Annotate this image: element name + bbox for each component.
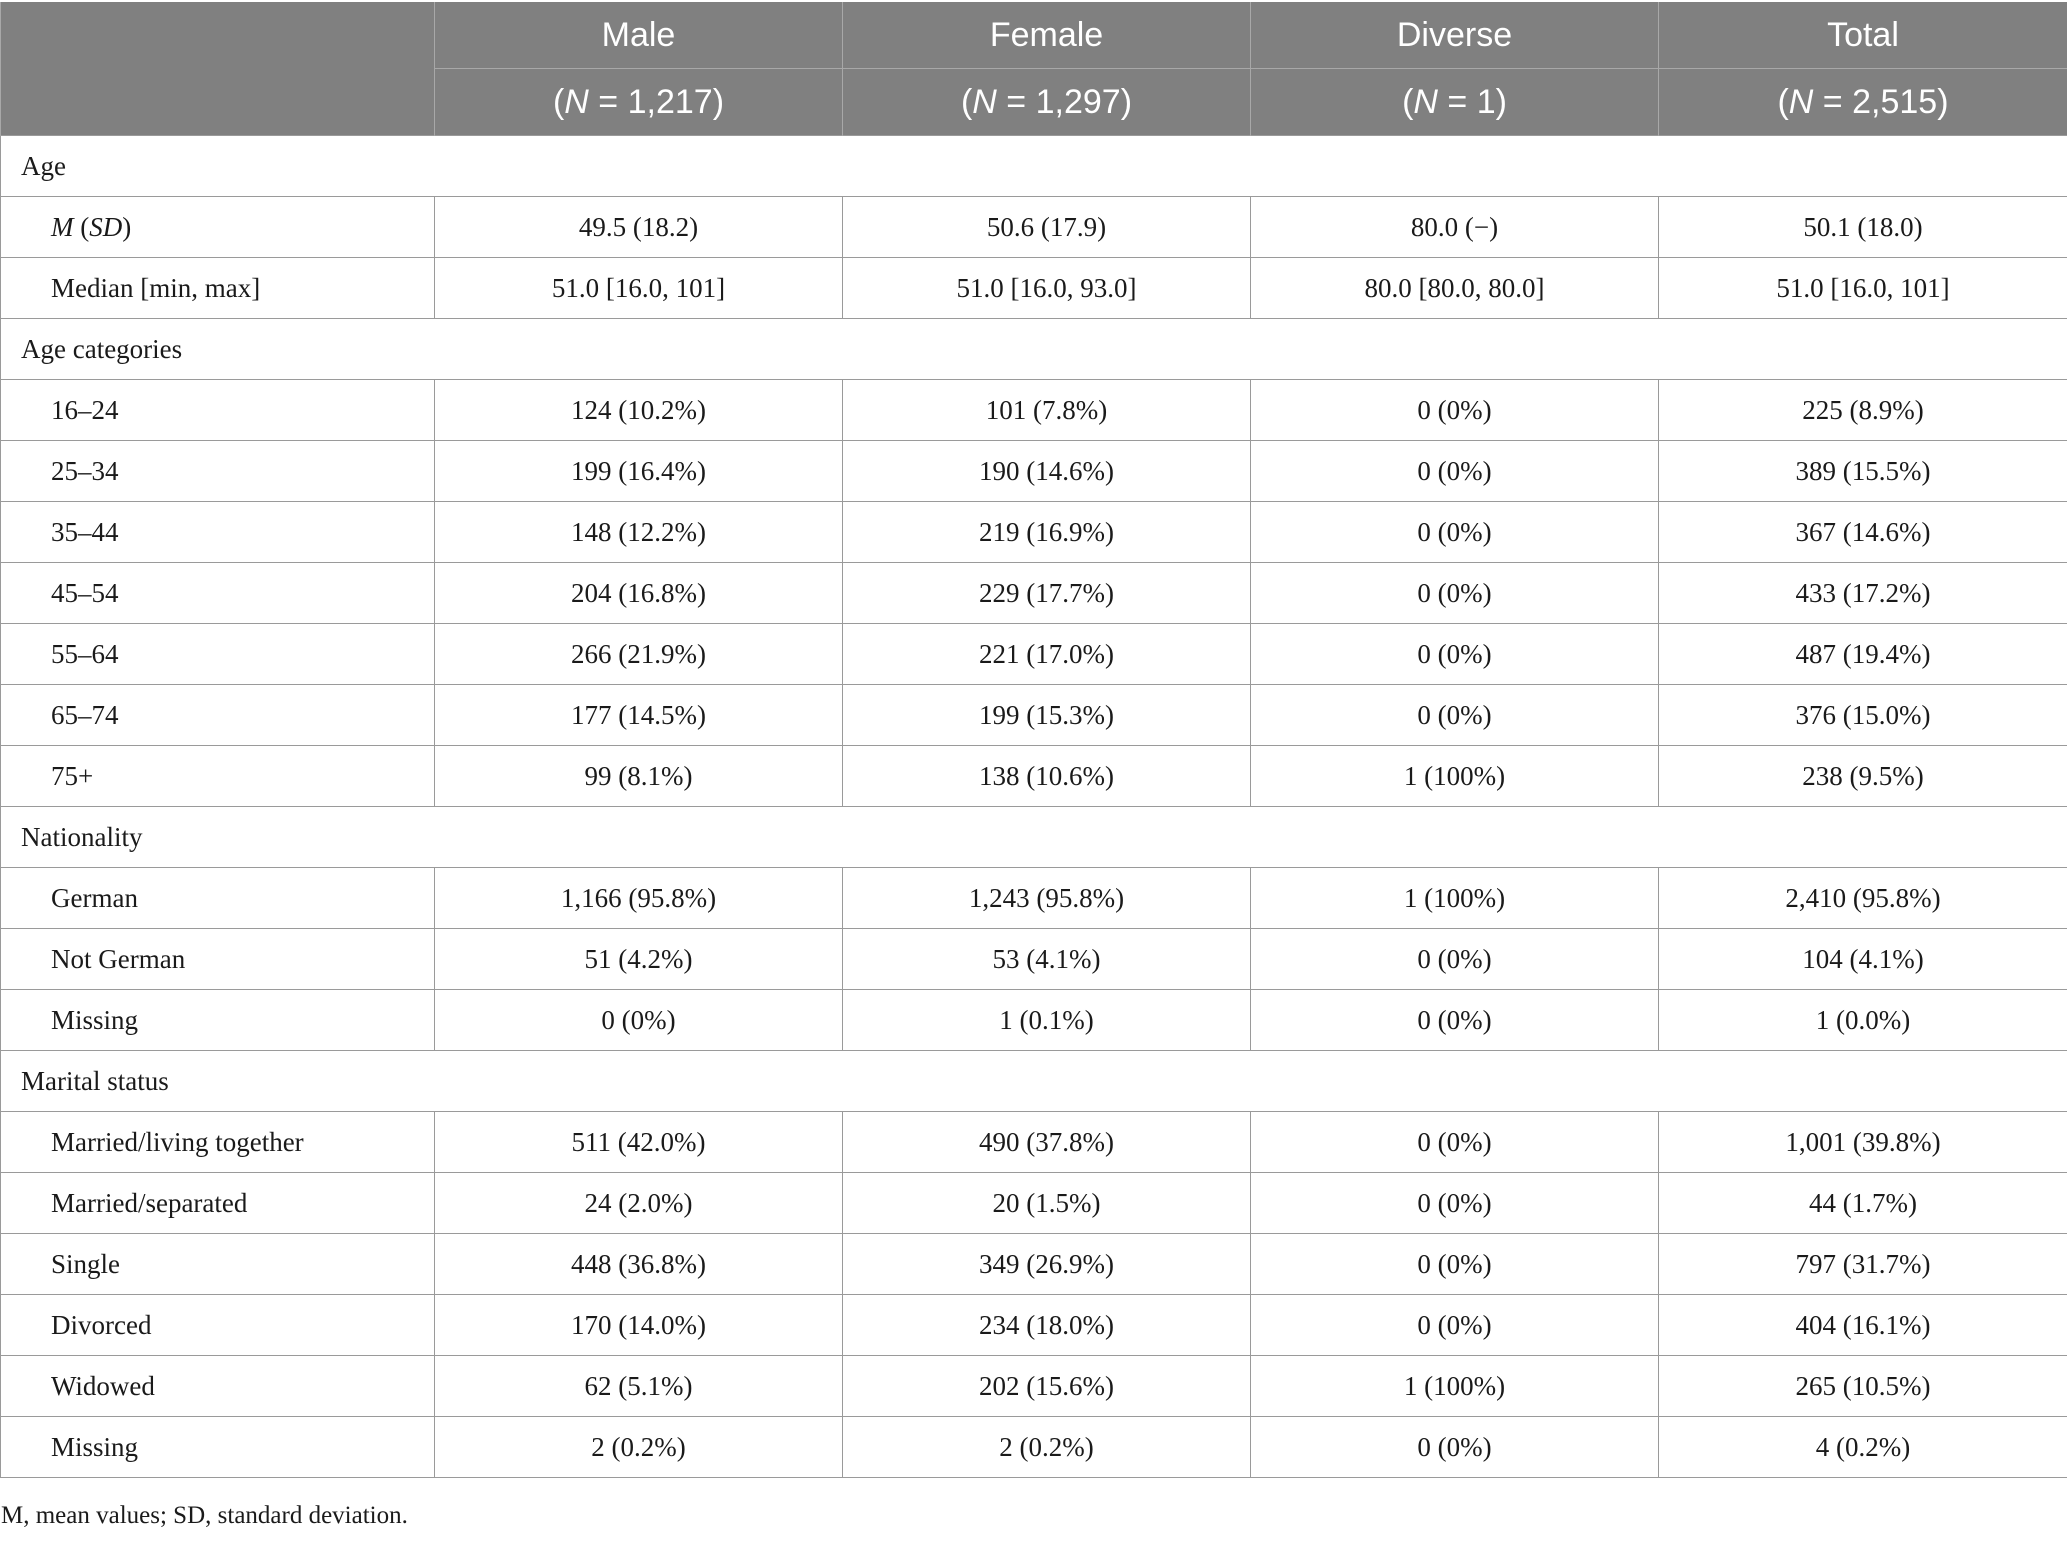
header-male-n: (N = 1,217) [435, 69, 843, 136]
table-row [1, 746, 2067, 807]
cell-male: 2 (0.2%) [435, 1417, 843, 1478]
table-row [1, 990, 2067, 1051]
header-female-n: (N = 1,297) [843, 69, 1251, 136]
section-title: Nationality [1, 807, 2067, 868]
cell-diverse: 1 (100%) [1251, 1356, 1659, 1417]
cell-diverse: 0 (0%) [1251, 380, 1659, 441]
row-label: Divorced [1, 1295, 435, 1356]
cell-diverse: 0 (0%) [1251, 1295, 1659, 1356]
cell-female: 490 (37.8%) [843, 1112, 1251, 1173]
header-corner-cell [1, 69, 435, 136]
cell-total: 1,001 (39.8%) [1659, 1112, 2067, 1173]
table-row [1, 1356, 2067, 1417]
cell-female: 50.6 (17.9) [843, 197, 1251, 258]
cell-female: 202 (15.6%) [843, 1356, 1251, 1417]
table-row [1, 868, 2067, 929]
table-row [1, 1173, 2067, 1234]
table-row [1, 380, 2067, 441]
cell-total: 797 (31.7%) [1659, 1234, 2067, 1295]
cell-male: 199 (16.4%) [435, 441, 843, 502]
section-title: Age [1, 136, 2067, 197]
row-label: 25–34 [1, 441, 435, 502]
table-row [1, 685, 2067, 746]
row-label: Married/living together [1, 1112, 435, 1173]
row-label: German [1, 868, 435, 929]
table-header [1, 2, 2067, 136]
cell-diverse: 1 (100%) [1251, 868, 1659, 929]
row-label: Widowed [1, 1356, 435, 1417]
cell-male: 204 (16.8%) [435, 563, 843, 624]
header-total-n: (N = 2,515) [1659, 69, 2067, 136]
cell-total: 104 (4.1%) [1659, 929, 2067, 990]
row-label: Not German [1, 929, 435, 990]
cell-diverse: 0 (0%) [1251, 624, 1659, 685]
cell-male: 511 (42.0%) [435, 1112, 843, 1173]
cell-male: 177 (14.5%) [435, 685, 843, 746]
cell-total: 367 (14.6%) [1659, 502, 2067, 563]
cell-female: 349 (26.9%) [843, 1234, 1251, 1295]
cell-total: 238 (9.5%) [1659, 746, 2067, 807]
table-body [1, 136, 2067, 1478]
header-corner-cell [1, 2, 435, 69]
cell-diverse: 0 (0%) [1251, 990, 1659, 1051]
cell-male: 0 (0%) [435, 990, 843, 1051]
row-label: 35–44 [1, 502, 435, 563]
row-label: Married/separated [1, 1173, 435, 1234]
table-row [1, 258, 2067, 319]
cell-male: 51.0 [16.0, 101] [435, 258, 843, 319]
table-row [1, 1295, 2067, 1356]
table-row [1, 502, 2067, 563]
section-row-marital-status [1, 1051, 2067, 1112]
table-row [1, 441, 2067, 502]
table-row [1, 929, 2067, 990]
cell-diverse: 0 (0%) [1251, 1234, 1659, 1295]
cell-female: 229 (17.7%) [843, 563, 1251, 624]
header-diverse-n: (N = 1) [1251, 69, 1659, 136]
cell-female: 1 (0.1%) [843, 990, 1251, 1051]
cell-diverse: 0 (0%) [1251, 1417, 1659, 1478]
cell-male: 51 (4.2%) [435, 929, 843, 990]
cell-diverse: 1 (100%) [1251, 746, 1659, 807]
cell-female: 20 (1.5%) [843, 1173, 1251, 1234]
cell-diverse: 0 (0%) [1251, 563, 1659, 624]
section-title: Age categories [1, 319, 2067, 380]
header-male: Male [435, 2, 843, 69]
header-female: Female [843, 2, 1251, 69]
row-label: 75+ [1, 746, 435, 807]
cell-diverse: 0 (0%) [1251, 929, 1659, 990]
row-label: 16–24 [1, 380, 435, 441]
row-label: 55–64 [1, 624, 435, 685]
section-title: Marital status [1, 1051, 2067, 1112]
cell-male: 170 (14.0%) [435, 1295, 843, 1356]
header-row-group-names [1, 2, 2067, 69]
header-diverse: Diverse [1251, 2, 1659, 69]
row-label: Missing [1, 990, 435, 1051]
cell-female: 219 (16.9%) [843, 502, 1251, 563]
cell-diverse: 0 (0%) [1251, 1112, 1659, 1173]
cell-male: 148 (12.2%) [435, 502, 843, 563]
row-label: Missing [1, 1417, 435, 1478]
cell-diverse: 0 (0%) [1251, 502, 1659, 563]
table-row [1, 624, 2067, 685]
cell-female: 101 (7.8%) [843, 380, 1251, 441]
row-label: 45–54 [1, 563, 435, 624]
cell-diverse: 80.0 [80.0, 80.0] [1251, 258, 1659, 319]
table-row [1, 563, 2067, 624]
cell-total: 51.0 [16.0, 101] [1659, 258, 2067, 319]
header-total: Total [1659, 2, 2067, 69]
cell-male: 266 (21.9%) [435, 624, 843, 685]
cell-total: 44 (1.7%) [1659, 1173, 2067, 1234]
cell-diverse: 0 (0%) [1251, 441, 1659, 502]
cell-diverse: 80.0 (−) [1251, 197, 1659, 258]
cell-male: 49.5 (18.2) [435, 197, 843, 258]
cell-female: 53 (4.1%) [843, 929, 1251, 990]
cell-male: 124 (10.2%) [435, 380, 843, 441]
cell-male: 62 (5.1%) [435, 1356, 843, 1417]
cell-total: 404 (16.1%) [1659, 1295, 2067, 1356]
header-row-sample-sizes [1, 69, 2067, 136]
cell-female: 51.0 [16.0, 93.0] [843, 258, 1251, 319]
section-row-age [1, 136, 2067, 197]
cell-total: 376 (15.0%) [1659, 685, 2067, 746]
table-row [1, 1234, 2067, 1295]
row-label: 65–74 [1, 685, 435, 746]
cell-male: 99 (8.1%) [435, 746, 843, 807]
cell-diverse: 0 (0%) [1251, 685, 1659, 746]
cell-total: 389 (15.5%) [1659, 441, 2067, 502]
cell-male: 24 (2.0%) [435, 1173, 843, 1234]
table-footnote: M, mean values; SD, standard deviation. [1, 1502, 408, 1529]
section-row-nationality [1, 807, 2067, 868]
cell-male: 1,166 (95.8%) [435, 868, 843, 929]
section-row-age-categories [1, 319, 2067, 380]
cell-female: 190 (14.6%) [843, 441, 1251, 502]
cell-total: 4 (0.2%) [1659, 1417, 2067, 1478]
row-label: Median [min, max] [1, 258, 435, 319]
cell-total: 265 (10.5%) [1659, 1356, 2067, 1417]
cell-female: 234 (18.0%) [843, 1295, 1251, 1356]
table-row [1, 1112, 2067, 1173]
cell-female: 138 (10.6%) [843, 746, 1251, 807]
cell-diverse: 0 (0%) [1251, 1173, 1659, 1234]
cell-total: 225 (8.9%) [1659, 380, 2067, 441]
cell-total: 433 (17.2%) [1659, 563, 2067, 624]
cell-female: 1,243 (95.8%) [843, 868, 1251, 929]
cell-total: 2,410 (95.8%) [1659, 868, 2067, 929]
cell-female: 199 (15.3%) [843, 685, 1251, 746]
demographics-table [0, 2, 2067, 1478]
cell-total: 50.1 (18.0) [1659, 197, 2067, 258]
cell-female: 221 (17.0%) [843, 624, 1251, 685]
table-row [1, 1417, 2067, 1478]
cell-male: 448 (36.8%) [435, 1234, 843, 1295]
cell-total: 1 (0.0%) [1659, 990, 2067, 1051]
row-label: Single [1, 1234, 435, 1295]
table-row [1, 197, 2067, 258]
cell-female: 2 (0.2%) [843, 1417, 1251, 1478]
cell-total: 487 (19.4%) [1659, 624, 2067, 685]
row-label: M (SD) [1, 197, 435, 258]
